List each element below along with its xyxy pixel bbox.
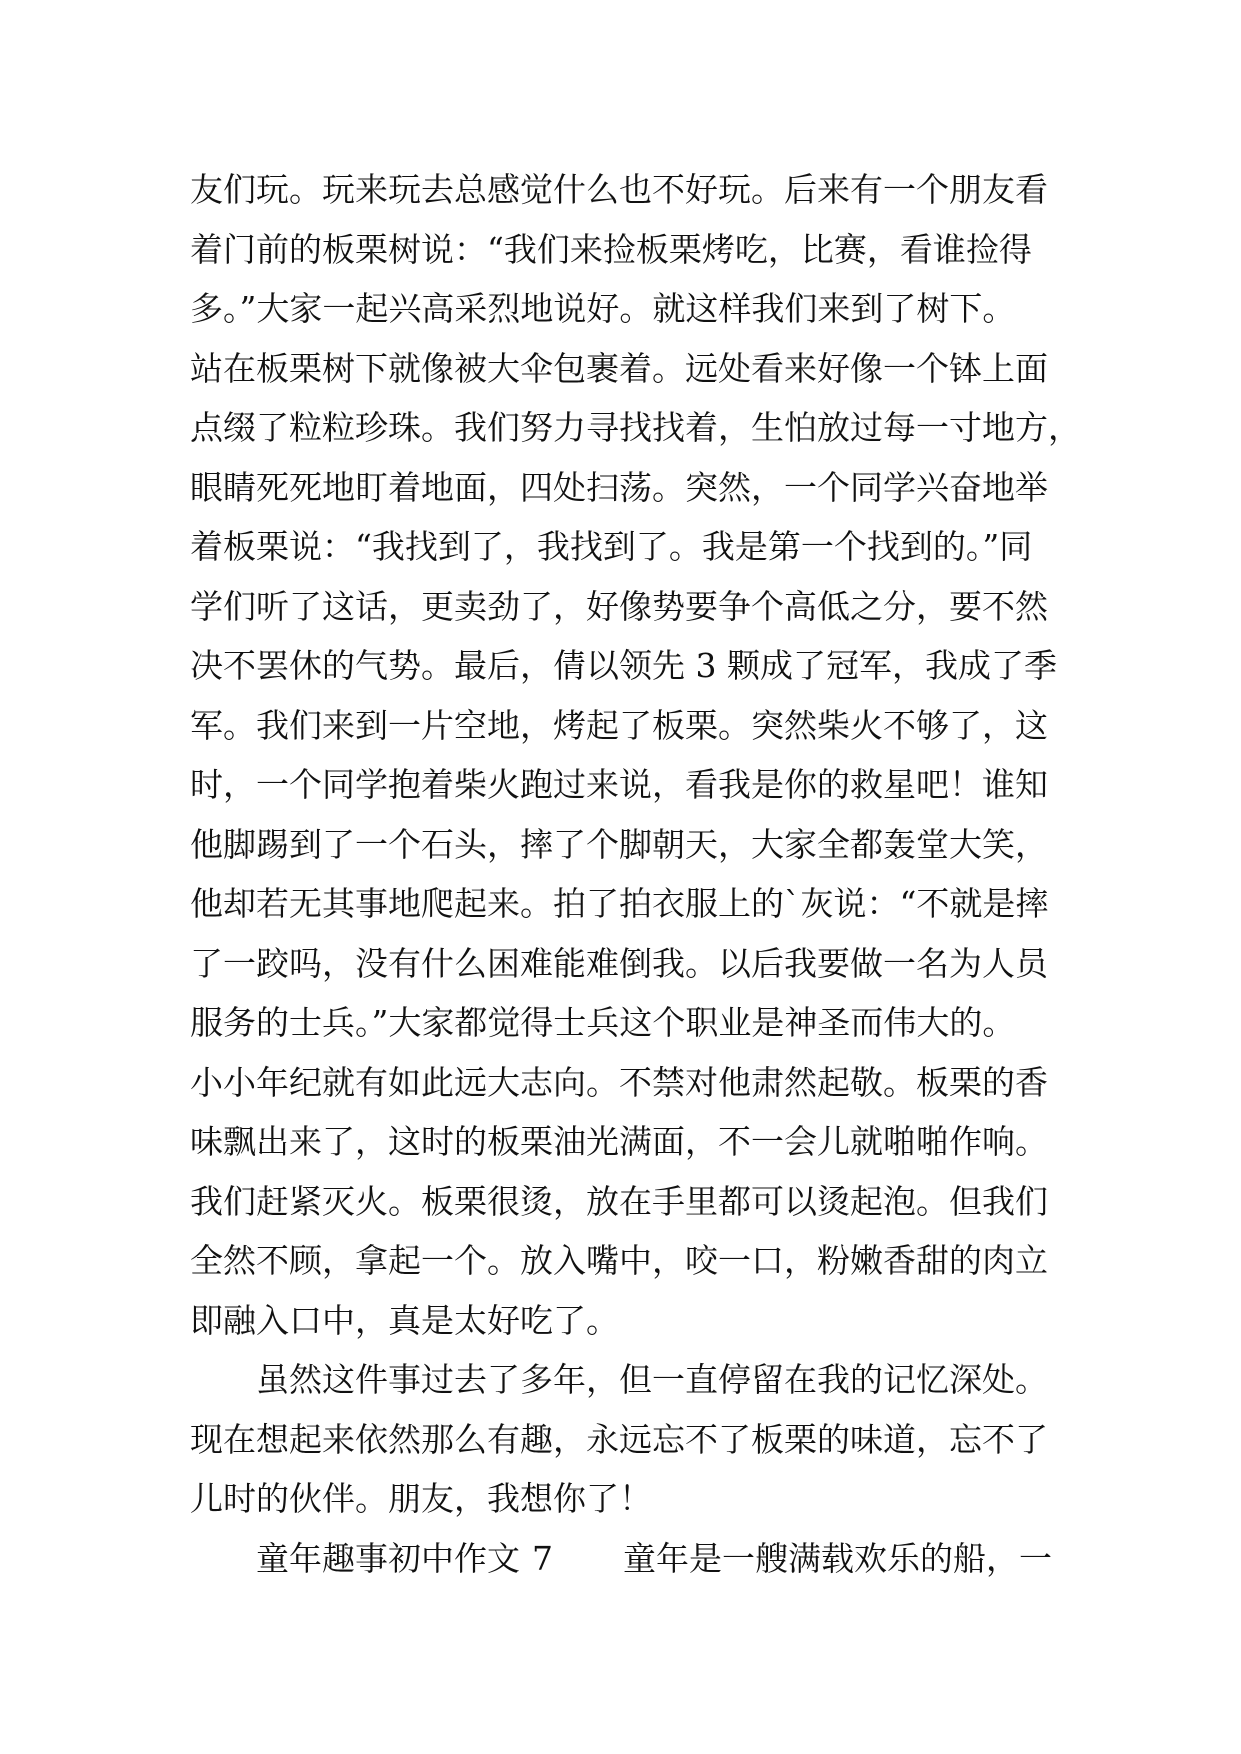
text-line: 小小年纪就有如此远大志向。不禁对他肃然起敬。板栗的香	[190, 1062, 1048, 1102]
text-line: 了一跤吗，没有什么困难能难倒我。以后我要做一名为人员	[190, 943, 1048, 983]
text-line: 学们听了这话，更卖劲了，好像势要争个高低之分，要不然	[190, 586, 1048, 626]
text-line: 全然不顾，拿起一个。放入嘴中，咬一口，粉嫩香甜的肉立	[190, 1241, 1048, 1280]
text-line: 着板栗说：“我找到了，我找到了。我是第一个找到的。”同	[190, 527, 1033, 566]
section-heading-continuation: 童年是一艘满载欢乐的船，一	[623, 1538, 1052, 1578]
paragraph-2-line-1: 虽然这件事过去了多年，但一直停留在我的记忆深处。	[256, 1360, 1048, 1399]
text-line: 决不罢休的气势。最后，倩以领先 3 颗成了冠军，我成了季	[190, 646, 1057, 685]
text-line: 即融入口中，真是太好吃了。	[190, 1300, 619, 1340]
text-line: 点缀了粒粒珍珠。我们努力寻找找着，生怕放过每一寸地方，	[190, 408, 1081, 447]
paragraph-2-line-2: 现在想起来依然那么有趣，永远忘不了板栗的味道，忘不了	[190, 1419, 1048, 1459]
text-line: 着门前的板栗树说：“我们来捡板栗烤吃，比赛，看谁捡得	[190, 229, 1032, 269]
text-line: 眼睛死死地盯着地面，四处扫荡。突然，一个同学兴奋地举	[190, 467, 1048, 507]
text-line: 味飘出来了，这时的板栗油光满面，不一会儿就啪啪作响。	[190, 1122, 1048, 1161]
text-line: 多。”大家一起兴高采烈地说好。就这样我们来到了树下。	[190, 289, 1016, 328]
text-line: 站在板栗树下就像被大伞包裹着。远处看来好像一个钵上面	[190, 348, 1048, 388]
text-line: 时，一个同学抱着柴火跑过来说，看我是你的救星吧！谁知	[190, 765, 1048, 804]
text-line: 服务的士兵。”大家都觉得士兵这个职业是神圣而伟大的。	[190, 1003, 1016, 1042]
text-line: 他脚踢到了一个石头，摔了个脚朝天，大家全都轰堂大笑，	[190, 824, 1048, 864]
section-heading-line	[190, 1529, 1090, 1589]
paragraph-2-line-3: 儿时的伙伴。朋友，我想你了！	[190, 1479, 652, 1518]
section-heading-number: 7	[532, 1538, 553, 1578]
document-body	[190, 160, 1090, 1588]
section-heading-title: 童年趣事初中作文	[256, 1538, 520, 1578]
text-line: 他却若无其事地爬起来。拍了拍衣服上的`灰说：“不就是摔	[190, 884, 1049, 923]
text-line: 军。我们来到一片空地，烤起了板栗。突然柴火不够了，这	[190, 705, 1048, 745]
text-line: 友们玩。玩来玩去总感觉什么也不好玩。后来有一个朋友看	[190, 170, 1048, 209]
text-line: 我们赶紧灭火。板栗很烫，放在手里都可以烫起泡。但我们	[190, 1181, 1048, 1221]
